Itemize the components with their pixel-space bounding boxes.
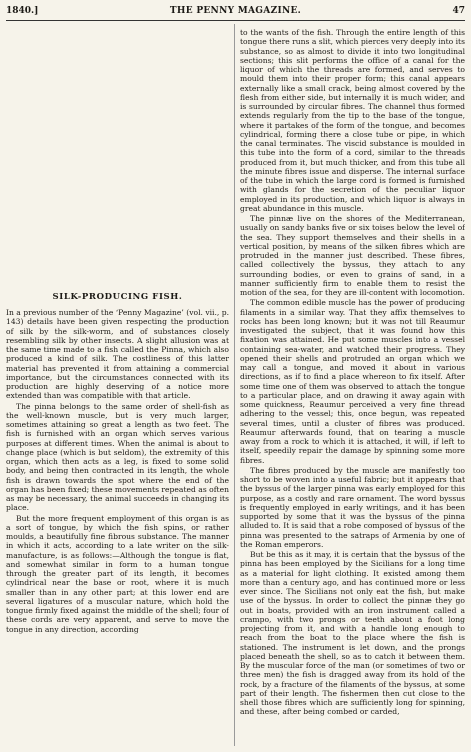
paragraph: The common edible muscle has the power of producing filaments in a similar way. That they affix themselves to rocks has been long known; but it was not till Reaumur investigated the subject, that it was found how this fixation was attained. He put some muscles into a vessel containing sea-water, and watched their progress. They opened their shells and protruded an organ which we may call a tongue, and moved it about in various directions, as if to find a place whereon to fix itself. After some time one of them was observed to attach the tongue to a particular place, and on drawing it away again with some quickness, Reaumur perceived a very fine thread adhering to the vessel; this, once begun, was repeated several times, until a cluster of fibres was produced. Reaumur afterwards found, that on tearing a muscle away from a rock to which it is attached, it will, if left to itself, speedily repair the damage by spinning some more fibres.: [240, 298, 465, 465]
left-column: [6, 28, 229, 746]
header-title: THE PENNY MAGAZINE.: [169, 6, 302, 16]
paragraph: But be this as it may, it is certain that the byssus of the pinna has been employed by the Sicilians for a long time as a material for light clothing. It existed among them more than a century ago, and has continued more or less ever since. The Sicilians not only eat the fish, but make use of the byssus. In order to collect the pinnæ they go out in boats, provided with an iron instrument called a crampo, with two prongs or teeth about a foot long projecting from it, and with a handle long enough to reach from the boat to the place where the fish is stationed. The instrument is let down, and the prongs placed beneath the shell, so as to catch it between them. By the muscular force of the man (or sometimes of two or three men) the fish is dragged away from its hold of the rock, by a fracture of the filaments of the byssus, at some part of their length. The fishermen then cut close to the shell those fibres which are sufficiently long for spinning, and these, after being combed or carded,: [240, 550, 465, 717]
paragraph: The fibres produced by the muscle are manifestly too short to be woven into a useful fabric; but it appears that the byssus of the larger pinna was early employed for this purpose, as a costly and rare ornament. The word byssus is frequently employed in early writings, and it has been supported by some that it was the byssus of the pinna alluded to. It is said that a robe composed of byssus of the pinna was presented to the satraps of Armenia by one of the Roman emperors.: [240, 465, 465, 549]
header-rule: [6, 20, 465, 21]
paragraph: The pinna belongs to the same order of shell-fish as the well-known muscle, but is very much larger, sometimes attaining so great a length as two feet. The fish is furnished with an organ which serves various purposes at different times. When the animal is about to change place (which is but seldom), the extremity of this organ, which then acts as a leg, is fixed to some solid body, and being then contracted in its length, the whole fish is drawn towards the spot where the end of the organ has been fixed; these movements repeated as often as may be necessary, the animal succeeds in changing its place.: [6, 401, 229, 513]
header-date: 1840.]: [6, 6, 39, 16]
left-column-body: [6, 308, 229, 635]
paragraph: to the wants of the fish. Through the entire length of this tongue there runs a slit, which pierces very deeply into its substance, so as almost to divide it into two longitudinal sections; this slit performs the office of a canal for the liquor of which the threads are formed, and serves to mould them into their proper form; this canal appears externally like a small crack, being almost covered by the flesh from either side, but internally it is much wider, and is surrounded by circular fibres. The channel thus formed extends regularly from the tip to the base of the tongue, where it partakes of the form of the tongue, and becomes cylindrical, forming there a close tube or pipe, in which the canal terminates. The viscid substance is moulded in this tube into the form of a cord, similar to the threads produced from it, but much thicker, and from this tube all the minute fibres issue and disperse. The internal surface of the tube in which the large cord is formed is furnished with glands for the secretion of the peculiar liquor employed in its production, and which liquor is always in great abundance in this muscle.: [240, 28, 465, 213]
paragraph: But the more frequent employment of this organ is as a sort of tongue, by which the fish spins, or rather moulds, a beautifully fine fibrous substance. The manner in which it acts, according to a late writer on the silk-manufacture, is as follows:—Although the tongue is flat, and somewhat similar in form to a human tongue through the greater part of its length, it becomes cylindrical near the base or root, where it is much smaller than in any other part; at this lower end are several ligatures of a muscular nature, which hold the tongue firmly fixed against the middle of the shell; four of these cords are very apparent, and serve to move the tongue in any direction, according: [6, 513, 229, 634]
page-number: 47: [452, 6, 465, 16]
paragraph: The pinnæ live on the shores of the Mediterranean, usually on sandy banks five or six toises below the level of the sea. They support themselves and their shells in a vertical position, by means of the silken fibres which are protruded in the manner just described. These fibres, called collectively the byssus, they attach to any surrounding bodies, or even to grains of sand, in a manner sufficiently firm to enable them to resist the motion of the sea, for they are ill-content with locomotion.: [240, 214, 465, 297]
column-divider: [234, 24, 235, 746]
right-column: [240, 28, 465, 746]
paragraph: In a previous number of the ‘Penny Magazine’ (vol. vii., p. 143) details have been given respecting the production of silk by the silk-worm, and of substances closely resembling silk by other insects. A slight allusion was at the same time made to a fish called the Pinna, which also produced a kind of silk. The costliness of this latter material has prevented it from attaining a commercial importance, but the circumstances connected with its production are highly deserving of a notice more extended than was compatible with that article.: [6, 308, 229, 401]
page-header: [6, 6, 465, 24]
article-title: SILK-PRODUCING FISH.: [52, 292, 183, 302]
